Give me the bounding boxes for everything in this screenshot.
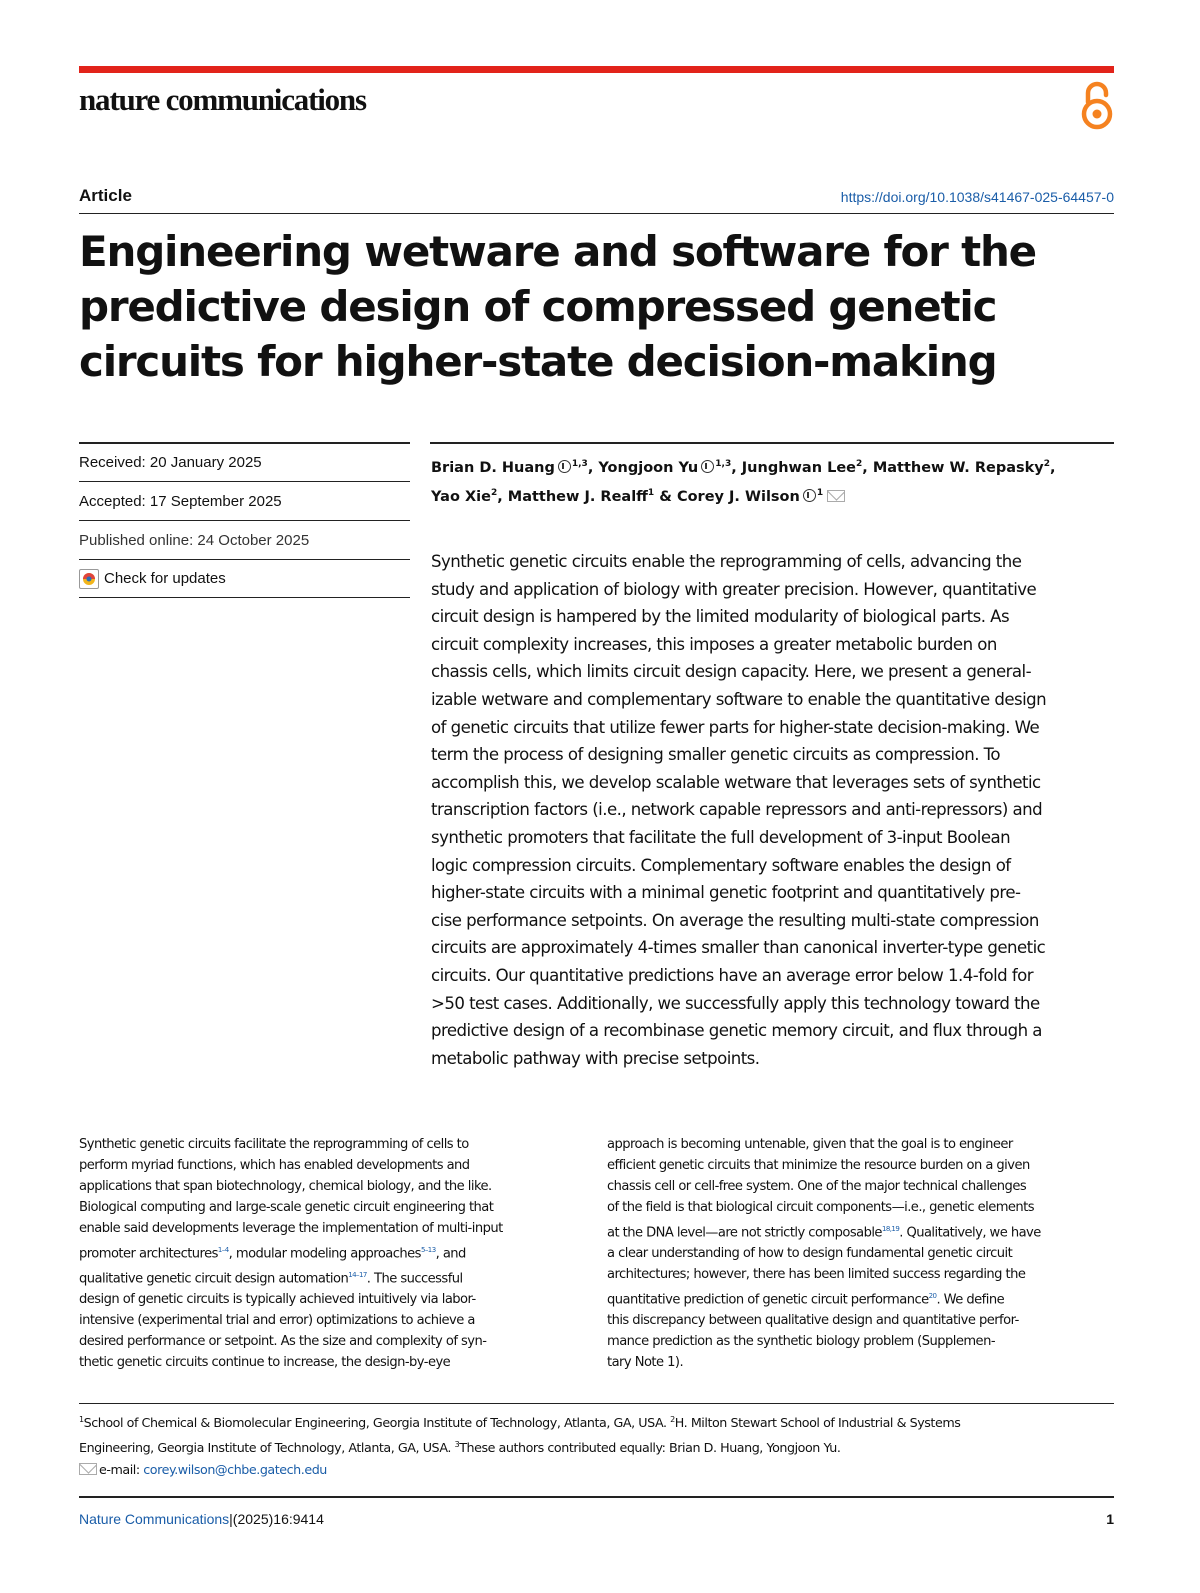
author-affiliation: 2 xyxy=(490,487,498,498)
check-for-updates-button[interactable] xyxy=(79,559,410,598)
abstract-line: chassis cells, which limits circuit design capacity. Here, we present a general- xyxy=(431,662,1032,682)
author-name[interactable]: Junghwan Lee xyxy=(741,459,856,476)
body-text: promoter architectures xyxy=(79,1245,218,1261)
footnote-divider xyxy=(79,1403,1114,1404)
doi-link[interactable]: https://doi.org/10.1038/s41467-025-64457-0 xyxy=(840,189,1114,205)
citation-link[interactable]: 1–4 xyxy=(217,1245,229,1254)
body-line: mance prediction as the synthetic biology problem (Supplemen- xyxy=(607,1333,995,1349)
abstract-line: accomplish this, we develop scalable wetware that leverages sets of synthetic xyxy=(431,772,1041,792)
body-line: chassis cell or cell-free system. One of the major technical challenges xyxy=(607,1178,1027,1194)
footer-journal-link[interactable]: Nature Communications xyxy=(79,1511,230,1527)
author-affiliation: 2 xyxy=(855,459,863,469)
abstract-line: higher-state circuits with a minimal genetic footprint and quantitatively pre- xyxy=(431,883,1021,903)
email-icon xyxy=(79,1463,97,1475)
affiliation-text: These authors contributed equally: Brian D. Huang, Yongjoon Yu. xyxy=(459,1440,841,1456)
body-text: at the DNA level—are not strictly composable xyxy=(607,1224,882,1240)
authors-divider xyxy=(430,442,1114,444)
email-line xyxy=(79,1459,1114,1481)
published-date: Published online: 24 October 2025 xyxy=(79,520,410,559)
author-affiliation: 2 xyxy=(1043,459,1051,469)
affiliation-text: School of Chemical & Biomolecular Engineering, Georgia Institute of Technology, Atlanta, GA, USA. xyxy=(83,1415,671,1431)
body-line: thetic genetic circuits continue to increase, the design-by-eye xyxy=(79,1354,451,1370)
body-text: quantitative prediction of genetic circuit performance xyxy=(607,1292,929,1308)
affiliation-number: 1 xyxy=(79,1415,84,1424)
body-line: efficient genetic circuits that minimize the resource burden on a given xyxy=(607,1157,1030,1173)
title-line: predictive design of compressed genetic xyxy=(79,282,997,331)
top-accent-rule xyxy=(79,66,1114,73)
abstract-line: >50 test cases. Additionally, we successfully apply this technology toward the xyxy=(431,993,1040,1013)
body-line: a clear understanding of how to design fundamental genetic circuit xyxy=(607,1245,1013,1261)
body-line: applications that span biotechnology, chemical biology, and the like. xyxy=(79,1178,492,1194)
body-line: design of genetic circuits is typically achieved intuitively via labor- xyxy=(79,1292,476,1308)
body-line: Synthetic genetic circuits facilitate the reprogramming of cells to xyxy=(79,1137,469,1152)
abstract-line: of genetic circuits that utilize fewer parts for higher-state decision-making. We xyxy=(431,717,1040,737)
open-access-lock-icon xyxy=(1080,80,1114,130)
title-line: circuits for higher-state decision-making xyxy=(79,337,997,386)
author-name[interactable]: Brian D. Huang xyxy=(431,459,555,476)
abstract-line: circuits. Our quantitative predictions have an average error below 1.4-fold for xyxy=(431,965,1034,985)
abstract-line: transcription factors (i.e., network capable repressors and anti-repressors) and xyxy=(431,800,1043,820)
citation-link[interactable]: 18,19 xyxy=(881,1224,900,1233)
email-link[interactable]: corey.wilson@chbe.gatech.edu xyxy=(143,1462,327,1478)
author-name[interactable]: Yao Xie xyxy=(431,488,491,505)
body-column-right xyxy=(607,1135,1113,1374)
abstract-line: term the process of designing smaller genetic circuits as compression. To xyxy=(431,745,1001,765)
title-divider xyxy=(79,213,1114,214)
article-dates xyxy=(79,442,410,598)
abstract-line: izable wetware and complementary software to enable the quantitative design xyxy=(431,689,1047,709)
footer-citation xyxy=(79,1511,324,1527)
article-title xyxy=(79,224,1109,389)
body-line: this discrepancy between qualitative design and quantitative perfor- xyxy=(607,1312,1019,1328)
author-name[interactable]: Corey J. Wilson xyxy=(676,488,800,505)
author-affiliation: 1 xyxy=(647,487,655,498)
body-line: approach is becoming untenable, given that the goal is to engineer xyxy=(607,1137,1013,1152)
abstract xyxy=(431,548,1115,1072)
check-for-updates-label: Check for updates xyxy=(104,570,226,587)
body-line: Biological computing and large-scale genetic circuit engineering that xyxy=(79,1199,494,1215)
affiliation-line xyxy=(79,1409,1114,1434)
affiliation-number: 3 xyxy=(454,1440,460,1450)
author-affiliation: 1 xyxy=(816,487,824,498)
body-column-left xyxy=(79,1135,585,1374)
email-label: e-mail: xyxy=(99,1462,144,1478)
journal-name: nature communications xyxy=(79,82,366,117)
body-text: . We define xyxy=(936,1292,1005,1308)
body-line xyxy=(79,1240,585,1265)
received-date: Received: 20 January 2025 xyxy=(79,442,410,481)
author-name[interactable]: Matthew J. Realff xyxy=(507,488,648,505)
abstract-line: circuit design is hampered by the limited modularity of biological parts. As xyxy=(431,607,1010,627)
title-line: Engineering wetware and software for the xyxy=(79,227,1036,276)
page-number: 1 xyxy=(1106,1511,1114,1527)
abstract-line: circuit complexity increases, this imposes a greater metabolic burden on xyxy=(431,634,997,654)
body-line: desired performance or setpoint. As the size and complexity of syn- xyxy=(79,1333,487,1349)
body-text: . The successful xyxy=(366,1271,463,1287)
affiliation-line xyxy=(79,1434,1114,1459)
body-text: , and xyxy=(435,1245,466,1261)
author-name[interactable]: Yongjoon Yu xyxy=(598,459,699,476)
body-text: . Qualitatively, we have xyxy=(899,1224,1041,1240)
author-affiliation: 1,3 xyxy=(571,459,588,469)
orcid-icon[interactable] xyxy=(558,460,571,473)
citation-link[interactable]: 5–13 xyxy=(420,1245,436,1254)
accepted-date: Accepted: 17 September 2025 xyxy=(79,481,410,520)
body-line: intensive (experimental trial and error) optimizations to achieve a xyxy=(79,1312,475,1328)
article-type-label: Article xyxy=(79,186,132,205)
check-for-updates-icon xyxy=(79,569,99,589)
orcid-icon[interactable] xyxy=(803,489,816,502)
body-line: perform myriad functions, which has enabled developments and xyxy=(79,1157,470,1173)
abstract-line: study and application of biology with greater precision. However, quantitative xyxy=(431,579,1037,599)
body-line: of the field is that biological circuit components—i.e., genetic elements xyxy=(607,1199,1035,1215)
author-name[interactable]: Matthew W. Repasky xyxy=(872,459,1044,476)
abstract-line: predictive design of a recombinase genetic memory circuit, and flux through a xyxy=(431,1021,1042,1041)
abstract-line: Synthetic genetic circuits enable the reprogramming of cells, advancing the xyxy=(431,552,1022,571)
footer-divider xyxy=(79,1496,1114,1498)
abstract-line: logic compression circuits. Complementary software enables the design of xyxy=(431,855,1011,875)
body-line xyxy=(79,1265,585,1290)
body-line: tary Note 1). xyxy=(607,1354,684,1370)
abstract-line: cise performance setpoints. On average the resulting multi-state compression xyxy=(431,910,1039,930)
citation-link[interactable]: 14–17 xyxy=(348,1270,367,1279)
email-icon[interactable] xyxy=(827,490,845,502)
affiliation-text: Engineering, Georgia Institute of Technology, Atlanta, GA, USA. xyxy=(79,1440,455,1456)
body-line xyxy=(607,1286,1113,1311)
affiliation-number: 2 xyxy=(670,1415,675,1424)
footer-volume: |(2025)16:9414 xyxy=(229,1511,324,1527)
affiliations-footnote xyxy=(79,1409,1114,1481)
author-affiliation: 1,3 xyxy=(715,459,732,469)
body-line: architectures; however, there has been limited success regarding the xyxy=(607,1266,1026,1282)
abstract-line: synthetic promoters that facilitate the full development of 3-input Boolean xyxy=(431,827,1011,847)
body-text: , modular modeling approaches xyxy=(228,1245,421,1261)
body-line: enable said developments leverage the implementation of multi-input xyxy=(79,1220,503,1236)
author-list: Brian D. Huang $^{1,3}$, Yongjoon Yu $^{1,3}$, Junghwan Lee$^2$, Matthew W. Repasky$^2$, Yao Xie$^2$, Matthew J. Realff$^1$ & Corey J. Wilson $^1$ xyxy=(431,459,1056,505)
citation-link[interactable]: 20 xyxy=(928,1291,937,1300)
abstract-line: circuits are approximately 4-times smaller than canonical inverter-type genetic xyxy=(431,938,1046,958)
body-text: qualitative genetic circuit design automation xyxy=(79,1271,349,1287)
affiliation-text: H. Milton Stewart School of Industrial & Systems xyxy=(674,1415,961,1431)
abstract-line: metabolic pathway with precise setpoints. xyxy=(431,1048,760,1068)
orcid-icon[interactable] xyxy=(701,460,714,473)
body-line xyxy=(607,1219,1113,1244)
